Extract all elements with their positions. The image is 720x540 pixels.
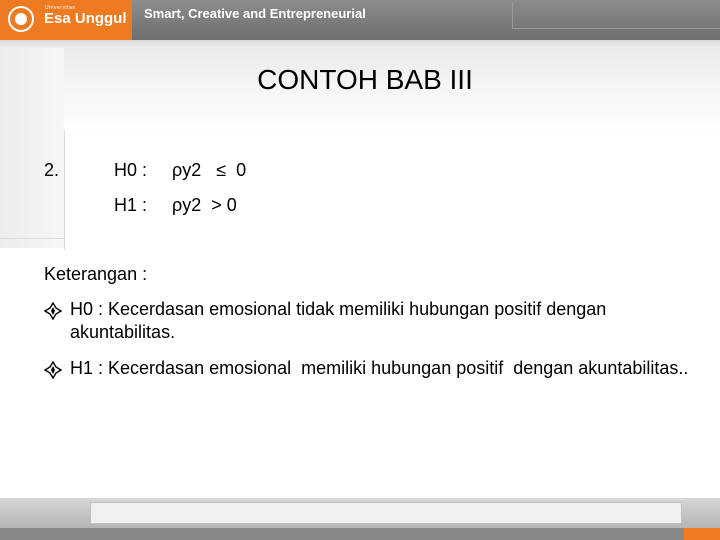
footer-bar [0,498,720,540]
h0-expression: ρy2 ≤ 0 [172,160,247,180]
logo-small-text: Universitas [45,5,76,11]
h0-label: H0 : [114,160,148,180]
slide-title: CONTOH BAB III [257,64,473,95]
h1-label: H1 : [114,195,148,215]
diamond-bullet-icon [44,361,62,379]
header-tagline: Smart, Creative and Entrepreneurial [144,6,366,21]
background-divider-vertical [64,130,65,250]
header-decoration-box [512,2,720,29]
diamond-bullet-icon [44,302,62,320]
bullet-text-h0: H0 : Kecerdasan emosional tidak memiliki hubungan positif dengan akuntabilitas. [70,299,607,342]
header-bar [0,0,720,40]
h1-expression: ρy2 > 0 [172,195,237,215]
slide-background [0,48,720,540]
footer-decoration-box [90,502,682,524]
logo-text: Esa Unggul [44,10,127,27]
background-divider-horizontal [0,238,64,239]
keterangan-heading: Keterangan : [44,264,148,284]
footer-bottom-strip [0,528,720,540]
item-number: 2. [44,160,60,180]
footer-accent [684,528,720,540]
circle-logo-icon [8,6,34,32]
bullet-item-h0 [44,298,710,344]
bullet-text-h1: H1 : Kecerdasan emosional memiliki hubungan positif dengan akuntabilitas.. [70,358,689,378]
bullet-item-h1 [44,357,710,380]
header-bottom-strip [0,40,720,48]
logo-block [0,0,132,40]
